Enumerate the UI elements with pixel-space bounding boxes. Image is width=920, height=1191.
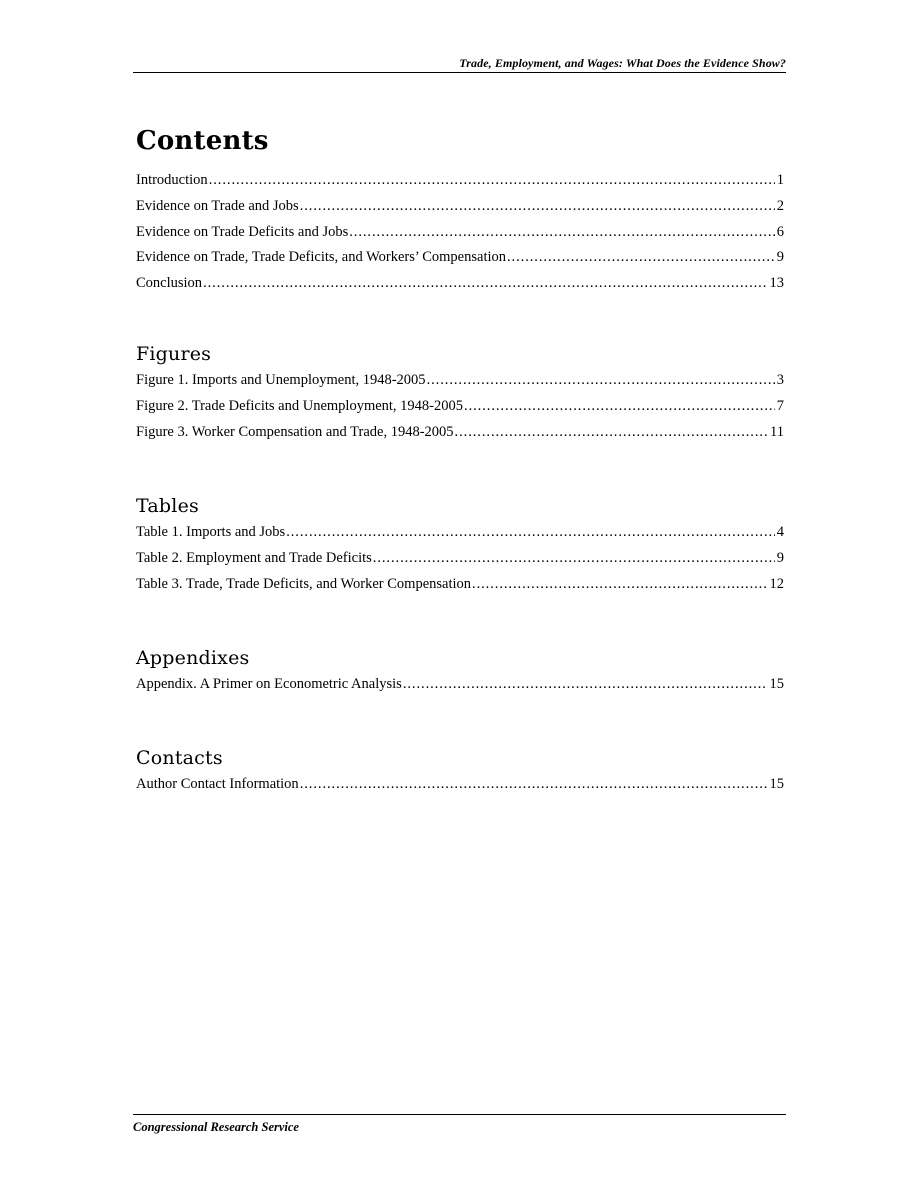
tables-section	[136, 494, 784, 599]
toc-entry-page: 9	[776, 249, 784, 266]
toc-entry-trade-deficits-and-jobs[interactable]	[136, 222, 784, 248]
toc-entry-label: Figure 3. Worker Compensation and Trade, 1948-2005	[136, 423, 454, 440]
toc-entry-page: 7	[776, 397, 784, 414]
toc-entry-table-2[interactable]	[136, 548, 784, 574]
toc-entry-page: 3	[776, 372, 784, 388]
toc-entry-table-1[interactable]	[136, 522, 784, 548]
toc-entry-page: 11	[770, 423, 784, 440]
figures-title: Figures	[136, 343, 212, 365]
dot-leader	[349, 222, 775, 242]
contents-title: Contents	[136, 126, 269, 156]
toc-entry-label: Figure 2. Trade Deficits and Unemployment, 1948-2005	[136, 397, 464, 414]
appendixes-section	[136, 646, 784, 700]
toc-entry-figure-3[interactable]	[136, 422, 784, 448]
toc-entry-page: 4	[776, 524, 784, 540]
dot-leader	[455, 422, 768, 442]
toc-entry-label: Introduction	[136, 172, 208, 188]
dot-leader	[507, 247, 775, 267]
toc-entry-conclusion[interactable]	[136, 273, 784, 299]
dot-leader	[373, 548, 775, 568]
toc-entry-page: 6	[776, 223, 784, 240]
toc-entry-page: 12	[769, 575, 784, 592]
toc-entry-introduction[interactable]	[136, 170, 784, 196]
running-footer: Congressional Research Service	[133, 1114, 786, 1135]
toc-entry-label: Author Contact Information	[136, 776, 299, 792]
toc-entry-author-contact[interactable]	[136, 774, 784, 800]
dot-leader	[464, 396, 775, 416]
contacts-title: Contacts	[136, 747, 223, 769]
toc-entry-page: 13	[769, 275, 784, 292]
toc-entry-label: Table 3. Trade, Trade Deficits, and Worker Compensation	[136, 575, 472, 592]
toc-entry-label: Appendix. A Primer on Econometric Analysis	[136, 676, 402, 692]
toc-entry-page: 15	[769, 676, 784, 692]
toc-entry-label: Table 1. Imports and Jobs	[136, 524, 286, 540]
toc-entry-label: Evidence on Trade, Trade Deficits, and Workers’ Compensation	[136, 249, 506, 266]
toc-entry-page: 15	[769, 776, 784, 792]
toc-entry-page: 2	[776, 197, 784, 214]
tables-title: Tables	[136, 495, 199, 517]
dot-leader	[203, 273, 767, 293]
toc-entry-label: Evidence on Trade and Jobs	[136, 197, 299, 214]
toc-entry-appendix[interactable]	[136, 674, 784, 700]
dot-leader	[472, 574, 767, 594]
toc-entry-page: 1	[776, 172, 784, 188]
toc-entry-page: 9	[776, 549, 784, 566]
toc-entry-trade-and-jobs[interactable]	[136, 196, 784, 222]
toc-entry-table-3[interactable]	[136, 574, 784, 600]
dot-leader	[300, 196, 775, 216]
toc-entry-workers-compensation[interactable]	[136, 247, 784, 273]
running-header: Trade, Employment, and Wages: What Does the Evidence Show?	[133, 56, 786, 73]
toc-entry-label: Evidence on Trade Deficits and Jobs	[136, 223, 349, 240]
dot-leader	[300, 774, 768, 794]
dot-leader	[209, 170, 775, 190]
toc-entry-label: Conclusion	[136, 275, 203, 292]
toc-entry-figure-2[interactable]	[136, 396, 784, 422]
toc-entry-label: Figure 1. Imports and Unemployment, 1948-2005	[136, 372, 426, 388]
dot-leader	[403, 674, 768, 694]
dot-leader	[427, 370, 775, 390]
figures-section	[136, 342, 784, 447]
contacts-section	[136, 746, 784, 800]
toc-entry-figure-1[interactable]	[136, 370, 784, 396]
toc-entry-label: Table 2. Employment and Trade Deficits	[136, 549, 372, 566]
contents-section	[136, 126, 784, 299]
dot-leader	[286, 522, 775, 542]
appendixes-title: Appendixes	[136, 647, 250, 669]
